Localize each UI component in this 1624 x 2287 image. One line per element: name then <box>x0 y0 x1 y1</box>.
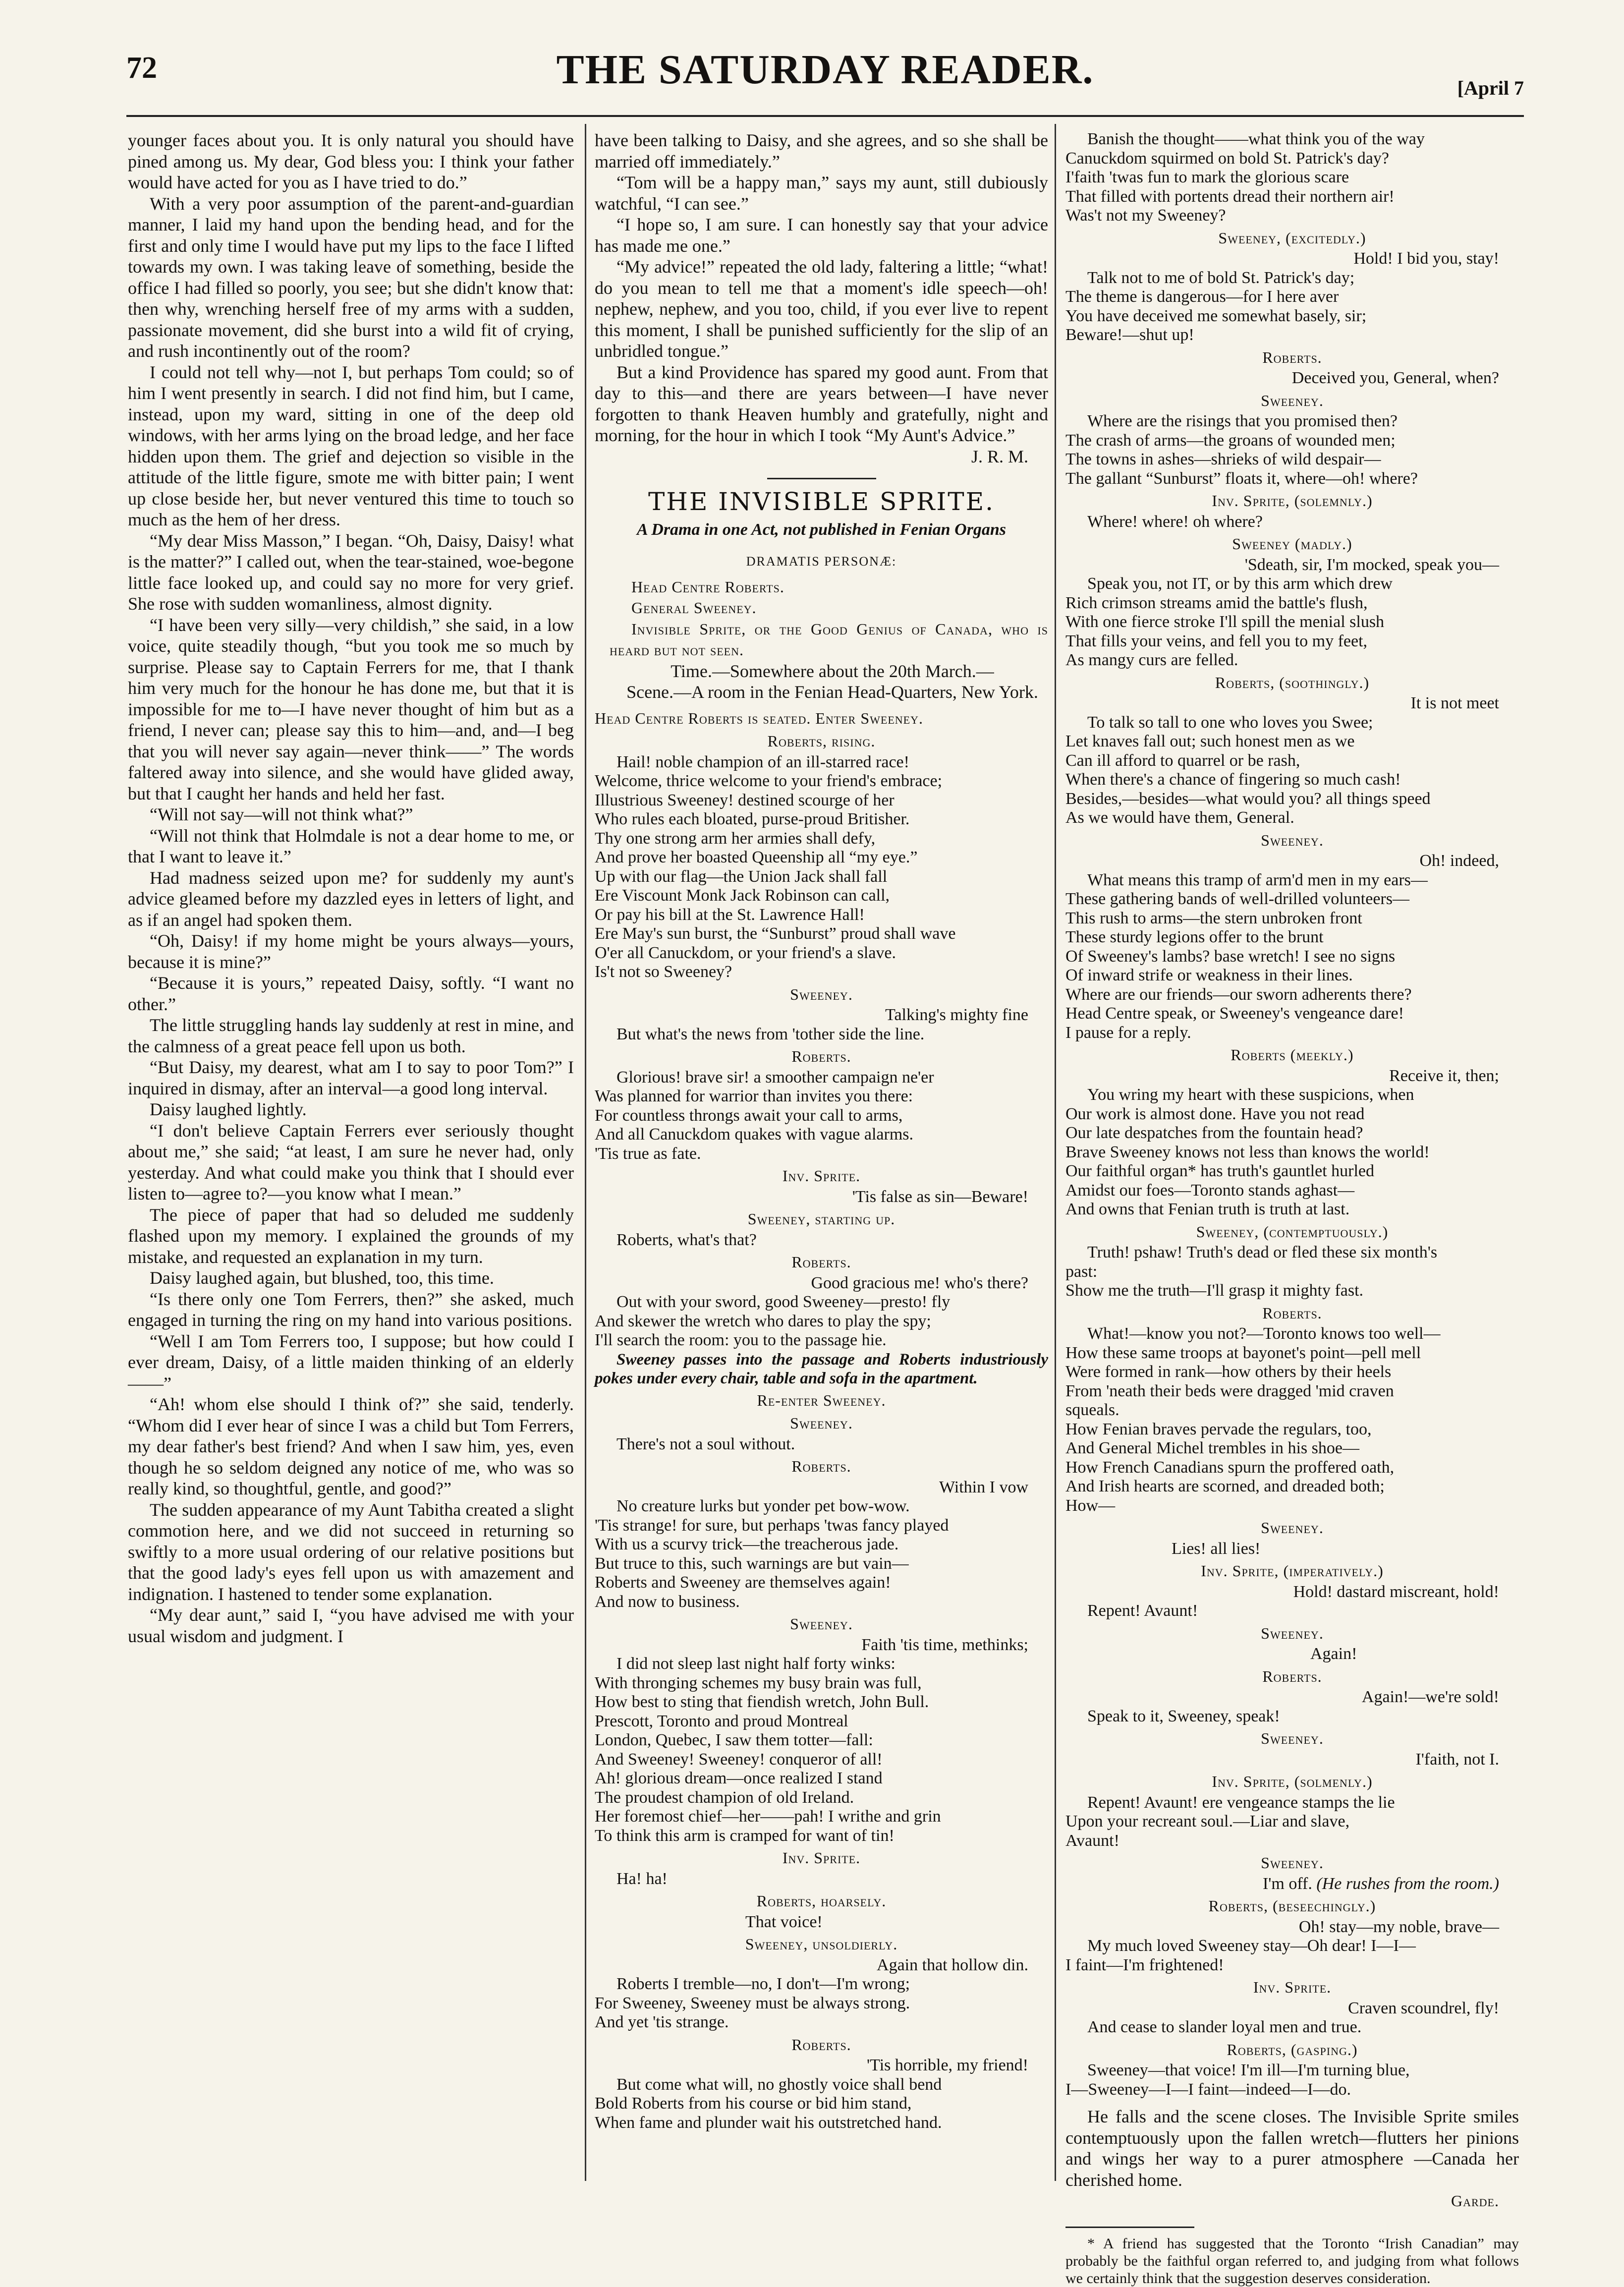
paragraph: The piece of paper that had so deluded me suddenly flashed upon my memory. I explained the grounds of my mistake, and requested an explanation in my turn. <box>128 1204 574 1267</box>
speaker-label: Sweeney, starting up. <box>747 1210 896 1228</box>
speaker-label: Sweeney. <box>1261 391 1324 409</box>
paragraph: Had madness seized upon me? for suddenly my aunt's advice gleamed before my dazzled eyes in letters of light, and as if an angel had spoken them. <box>128 867 574 930</box>
paragraph: have been talking to Daisy, and she agrees, and so she shall be married off immediately.” <box>595 130 1048 172</box>
speaker-label: Inv. Sprite, (solmenly.) <box>1212 1772 1373 1790</box>
verse-line: Speak to it, Sweeney, speak! <box>1087 1707 1280 1725</box>
speaker-label: Sweeney. <box>1261 1624 1324 1642</box>
verse-line: Oh! stay—my noble, brave— <box>1298 1917 1499 1936</box>
verse-fragment: I'm off. <box>1262 1874 1312 1893</box>
speaker-label: Roberts. <box>791 2035 851 2054</box>
speaker-label: Sweeney. <box>1261 1729 1324 1747</box>
verse-line: Again that hollow din. <box>877 1955 1028 1974</box>
verse-line: Hold! dastard miscreant, hold! <box>1293 1582 1499 1601</box>
verse-speech: Roberts I tremble—no, I don't—I'm wrong; For Sweeney, Sweeney must be always strong. And yet 'tis strange. <box>595 1975 910 2031</box>
verse-speech: Banish the thought——what think you of the way Canuckdom squirmed on bold St. Patrick's day? I'faith 'twas fun to mark the glorious scare That filled with portents dread their northern air! Was't not my Sweeney? <box>1065 130 1425 225</box>
paragraph: “Ah! whom else should I think of?” she said, tenderly. “Whom did I ever hear of since I was a child but Tom Ferrers, my dear father's best friend? And when I saw him, yes, even though he so seldom deigned any notice of me, who was so really kind, so thoughtful, gentle, and good?” <box>128 1394 574 1498</box>
verse-line: Repent! Avaunt! <box>1087 1601 1198 1620</box>
paragraph: “Because it is yours,” repeated Daisy, softly. “I want no other.” <box>128 973 574 1014</box>
verse-speech: Truth! pshaw! Truth's dead or fled these six month's past: Show me the truth—I'll grasp it mighty fast. <box>1065 1243 1438 1300</box>
speaker-label: Roberts, hoarsely. <box>756 1892 887 1910</box>
speaker-label: Re-enter Sweeney. <box>757 1391 886 1409</box>
issue-date: [April 7 <box>1457 77 1524 99</box>
column-divider <box>1055 124 1056 2181</box>
closing-stage-direction: He falls and the scene closes. The Invisible Sprite smiles contemptuously upon the fallen wretch—flutters her pinions and wings her way to a purer atmosphere —Canada her cherished home. <box>1065 2107 1519 2190</box>
stage-direction: (He rushes from the room.) <box>1316 1874 1499 1893</box>
verse-line: Where! where! oh where? <box>1087 512 1263 531</box>
paragraph: “Oh, Daisy! if my home might be yours always—yours, because it is mine?” <box>128 931 574 972</box>
speaker-label: Inv. Sprite. <box>782 1167 861 1185</box>
verse-line: There's not a soul without. <box>616 1434 795 1453</box>
poem-signature: Garde. <box>1451 2192 1499 2210</box>
verse-speech: What!—know you not?—Toronto knows too well— How these same troops at bayonet's point—pell mell Were formed in rank—how others by their heels From 'neath their beds were dragged 'mid craven squeals. How Fenian braves pervade the regulars, too, And General Michel trembles in his shoe— How French Canadians spurn the proffered oath, And Irish hearts are scorned, and dreaded both; How— <box>1065 1324 1441 1515</box>
verse-line: Hold! I bid you, stay! <box>1353 249 1499 268</box>
speaker-label: Sweeney. <box>1261 831 1324 849</box>
stage-direction: Sweeney passes into the passage and Roberts industriously pokes under every chair, table and sofa in the apartment. <box>595 1350 1048 1387</box>
paragraph: The sudden appearance of my Aunt Tabitha created a slight commotion here, and we did not succeed in returning so swiftly to a more usual ordering of our relative positions but that the good lady's eyes fell upon us with amazement and indignation. I hastened to tender some explanation. <box>128 1499 574 1604</box>
verse-line: Roberts, what's that? <box>616 1230 757 1249</box>
verse-speech: Glorious! brave sir! a smoother campaign ne'er Was planned for warrior than invites you there: For countless throngs await your call to arms, And all Canuckdom quakes with vague alarms. 'Tis true as fate. <box>595 1068 934 1163</box>
speaker-label: Roberts (meekly.) <box>1231 1046 1354 1064</box>
stage-direction: Head Centre Roberts is seated. Enter Sweeney. <box>595 709 924 727</box>
play-subtitle: A Drama in one Act, not published in Fenian Organs <box>636 520 1007 539</box>
speaker-label: Roberts. <box>791 1253 851 1271</box>
verse-line: It is not meet <box>1410 694 1499 712</box>
dramatis-personae-heading: DRAMATIS PERSONÆ: <box>746 554 897 569</box>
paragraph: “Will not think that Holmdale is not a dear home to me, or that I want to leave it.” <box>128 825 574 866</box>
paragraph: With a very poor assumption of the parent-and-guardian manner, I laid my hand upon the bending head, and for the first and only time I would have put my lips to the face I lifted towards my own. I was taking leave of something, beside the office I had filled so poorly, you see; but she didn't know that: then why, wrenching herself free of my arms with a sudden, passionate movement, did she burst into a wild fit of crying, and rush incontinently out of the room? <box>128 193 574 361</box>
verse-line: Good gracious me! who's there? <box>811 1273 1028 1292</box>
person-entry: General Sweeney. <box>631 599 757 617</box>
masthead-bar <box>126 46 1524 100</box>
verse-line: But what's the news from 'tother side the line. <box>616 1025 925 1043</box>
speaker-label: Roberts, rising. <box>767 732 876 750</box>
verse-line: Talking's mighty fine <box>885 1006 1028 1024</box>
verse-line: 'Sdeath, sir, I'm mocked, speak you— <box>1244 555 1499 574</box>
paragraph: “I hope so, I am sure. I can honestly say that your advice has made me one.” <box>595 215 1048 256</box>
paragraph: Daisy laughed again, but blushed, too, this time. <box>150 1268 494 1288</box>
speaker-label: Sweeney, unsoldierly. <box>745 1935 898 1953</box>
paragraph: “My dear Miss Masson,” I began. “Oh, Daisy, Daisy! what is the matter?” I called out, when the tear-stained, woe-begone little face looked up, and could say no more for very grief. She rose with sudden womanliness, almost dignity. <box>128 530 574 614</box>
verse-speech: You wring my heart with these suspicions, when Our work is almost done. Have you not read Our late despatches from the fountain head? Brave Sweeney knows not less than knows the world! Our faithful organ* has truth's gauntlet hurled Amidst our foes—Toronto stands aghast— And owns that Fenian truth is truth at last. <box>1065 1086 1430 1218</box>
verse-line: Ha! ha! <box>616 1869 668 1888</box>
verse-speech: Hail! noble champion of an ill-starred race! Welcome, thrice welcome to your friend's embrace; Illustrious Sweeney! destined scourge of her Who rules each bloated, purse-proud Britisher. Thy one strong arm her armies shall defy, And prove her boasted Queenship all “my eye.” Up with our flag—the Union Jack shall fall Ere Viscount Monk Jack Robinson can call, Or pay his bill at the St. Lawrence Hall! Ere May's sun burst, the “Sunburst” proud shall wave O'er all Canuckdom, or your friend's a slave. Is't not so Sweeney? <box>595 752 956 981</box>
speaker-label: Inv. Sprite. <box>1253 1978 1332 1996</box>
section-rule <box>767 478 876 479</box>
speaker-label: Roberts, (gasping.) <box>1227 2040 1358 2058</box>
verse-line: Oh! indeed, <box>1419 852 1499 870</box>
speaker-label: Sweeney. <box>790 1414 853 1432</box>
column-3 <box>1065 130 1519 2287</box>
time-line: Time.—Somewhere about the 20th March.— <box>671 661 994 681</box>
person-entry: Invisible Sprite, or the Good Genius of Canada, who is heard but not seen. <box>610 620 1048 659</box>
speaker-label: Roberts. <box>791 1457 851 1475</box>
verse-line: Receive it, then; <box>1389 1066 1499 1085</box>
verse-line: Craven scoundrel, fly! <box>1348 1999 1499 2017</box>
header-rule <box>126 115 1524 117</box>
verse-line <box>1065 1875 1519 1894</box>
page-number: 72 <box>126 51 157 85</box>
column-divider <box>585 124 586 2181</box>
speaker-label: Roberts. <box>1262 1304 1322 1322</box>
speaker-label: Inv. Sprite, (imperatively.) <box>1201 1562 1384 1580</box>
verse-speech: Out with your sword, good Sweeney—presto! fly And skewer the wretch who dares to play the spy; I'll search the room: you to the passage hie. <box>595 1293 951 1349</box>
paragraph: “Tom will be a happy man,” says my aunt, still dubiously watchful, “I can see.” <box>595 172 1048 214</box>
verse-line: Faith 'tis time, methinks; <box>861 1635 1028 1654</box>
verse-line: Deceived you, General, when? <box>1291 369 1499 387</box>
paragraph: “But Daisy, my dearest, what am I to say to poor Tom?” I inquired in dismay, after an interval—a good long interval. <box>128 1057 574 1098</box>
speaker-label: Sweeney. <box>1261 1519 1324 1537</box>
verse-speech: Sweeney—that voice! I'm ill—I'm turning blue, I—Sweeney—I—I faint—indeed—I—do. <box>1065 2061 1410 2099</box>
publication-title: THE SATURDAY READER. <box>556 47 1094 93</box>
verse-speech: Talk not to me of bold St. Patrick's day; The theme is dangerous—for I here aver You have deceived me somewhat basely, sir; Beware!—shut up! <box>1065 268 1367 344</box>
story-signature: J. R. M. <box>971 446 1028 466</box>
paragraph: But a kind Providence has spared my good aunt. From that day to this—and there are years between—I have never forgotten to thank Heaven humbly and gratefully, night and morning, for the hour in which I took “My Aunt's Advice.” <box>595 362 1048 445</box>
speaker-label: Sweeney. <box>790 985 853 1003</box>
paragraph: “My advice!” repeated the old lady, faltering a little; “what! do you mean to tell me that a moment's idle speech—oh! nephew, nephew, and you too, child, if you ever live to repent this moment, I shall be punished sufficiently for the slip of an unbridled tongue.” <box>595 257 1048 361</box>
speaker-label: Roberts. <box>1262 1667 1322 1685</box>
play-title: THE INVISIBLE SPRITE. <box>648 487 995 516</box>
footnote: * A friend has suggested that the Toronto “Irish Canadian” may probably be the faithful organ referred to, and judging from what follows we certainly think that the suggestion deserves consideration. <box>1065 2235 1519 2287</box>
speaker-label: Sweeney, (contemptuously.) <box>1196 1222 1389 1241</box>
speaker-label: Sweeney, (excitedly.) <box>1218 229 1366 247</box>
scene-line: Scene.—A room in the Fenian Head-Quarters, New York. <box>626 682 1038 702</box>
verse-speech: Speak you, not IT, or by this arm which drew Rich crimson streams amid the battle's flush, With one fierce stroke I'll spill the menial slush That fills your veins, and fell you to my feet, As mangy curs are felled. <box>1065 574 1393 669</box>
verse-speech: But come what will, no ghostly voice shall bend Bold Roberts from his course or bid him stand, When fame and plunder wait his outstretched hand. <box>595 2075 942 2132</box>
speaker-label: Sweeney. <box>790 1615 853 1633</box>
verse-line: Again!—we're sold! <box>1361 1688 1499 1706</box>
footnote-rule <box>1065 2227 1194 2228</box>
verse-speech: What means this tramp of arm'd men in my ears— These gathering bands of well-drilled volunteers— This rush to arms—the stern unbroken front These sturdy legions offer to the brunt Of Sweeney's lambs? base wretch! I see no signs Of inward strife or weakness in their lines. Where are our friends—our sworn adherents there? Head Centre speak, or Sweeney's vengeance dare! I pause for a reply. <box>1065 870 1428 1042</box>
verse-line: Within I vow <box>939 1478 1028 1496</box>
person-entry: Head Centre Roberts. <box>631 577 784 596</box>
verse-line: Again! <box>1310 1645 1357 1663</box>
paragraph: “Will not say—will not think what?” <box>150 804 413 824</box>
paragraph: The little struggling hands lay suddenly at rest in mine, and the calmness of a great peace fell upon us both. <box>128 1015 574 1056</box>
speaker-label: Roberts. <box>1262 348 1322 366</box>
paragraph: Daisy laughed lightly. <box>150 1099 307 1119</box>
paragraph: “My dear aunt,” said I, “you have advised me with your usual wisdom and judgment. I <box>128 1605 574 1646</box>
speaker-label: Roberts, (beseechingly.) <box>1208 1897 1376 1915</box>
column-2 <box>595 130 1048 2132</box>
speaker-label: Sweeney (madly.) <box>1232 535 1352 553</box>
verse-line: 'Tis horrible, my friend! <box>867 2056 1028 2074</box>
verse-line: And cease to slander loyal men and true. <box>1087 2018 1362 2036</box>
verse-line: That voice! <box>745 1912 823 1931</box>
paragraph: I could not tell why—not I, but perhaps Tom could; so of him I went presently in search. I did not find him, but I came, instead, upon my ward, sitting in one of the deep old windows, with her arms lying on the broad ledge, and her face hidden upon them. The grief and dejection so visible in the attitude of the little figure, smote me with bitter pain; I went up close beside her, but never ventured this time to touch so much as the hem of her dress. <box>128 362 574 529</box>
speaker-label: Sweeney. <box>1261 1854 1324 1872</box>
paragraph: “I don't believe Captain Ferrers ever seriously thought about me,” she said; “at least, I am sure he never had, only yesterday. And what could make you think that I should ever listen to—agree to?—you know what I mean.” <box>128 1120 574 1203</box>
verse-line: I'faith, not I. <box>1415 1750 1499 1769</box>
verse-speech: I did not sleep last night half forty winks: With thronging schemes my busy brain was full, How best to sting that fiendish wretch, John Bull. Prescott, Toronto and proud Montreal London, Quebec, I saw them totter—fall: And Sweeney! Sweeney! conqueror of all! Ah! glorious dream—once realized I stand The proudest champion of old Ireland. Her foremost chief—her——pah! I writhe and grin To think this arm is cramped for want of tin! <box>595 1655 941 1845</box>
speaker-label: Inv. Sprite, (solemnly.) <box>1212 492 1373 510</box>
verse-speech: Where are the risings that you promised then? The crash of arms—the groans of wounded men; The towns in ashes—shrieks of wild despair— The gallant “Sunburst” floats it, where—oh! where? <box>1065 412 1418 488</box>
verse-speech: To talk so tall to one who loves you Swee; Let knaves fall out; such honest men as we Can ill afford to quarrel or be rash, When there's a chance of fingering so much cash! Besides,—besides—what would you? all things speed As we would have them, General. <box>1065 713 1431 827</box>
paragraph: “Is there only one Tom Ferrers, then?” she asked, much engaged in turning the ring on my hand into various positions. <box>128 1289 574 1330</box>
paragraph: “Well I am Tom Ferrers too, I suppose; but how could I ever dream, Daisy, of a little maiden thinking of an elderly——” <box>128 1331 574 1393</box>
speaker-label: Roberts. <box>791 1047 851 1065</box>
verse-speech: No creature lurks but yonder pet bow-wow. 'Tis strange! for sure, but perhaps 'twas fancy played With us a scurvy trick—the treacherous jade. But truce to this, such warnings are but vain— Roberts and Sweeney are themselves again! And now to business. <box>595 1497 949 1611</box>
speaker-label: Roberts, (soothingly.) <box>1215 673 1370 691</box>
paragraph: “I have been very silly—very childish,” she said, in a low voice, quite steadily though, “but you took me so much by surprise. Please say to Captain Ferrers for me, that I thank him very much for the honour he has done me, but that it is impossible for me to—I have never thought of him but as a friend, I never can; please say this to him—and, and—I beg that you will never say again—never think——” The words faltered away into silence, and she would have glided away, but that I caught her hands and held her fast. <box>128 615 574 803</box>
paragraph: younger faces about you. It is only natural you should have pined among us. My dear, God bless you: I think your father would have acted for you as I have tried to do.” <box>128 130 574 192</box>
verse-line: 'Tis false as sin—Beware! <box>852 1187 1028 1206</box>
verse-line: Lies! all lies! <box>1172 1539 1261 1558</box>
verse-speech: Repent! Avaunt! ere vengeance stamps the lie Upon your recreant soul.—Liar and slave, Avaunt! <box>1065 1793 1395 1850</box>
verse-speech: My much loved Sweeney stay—Oh dear! I—I— I faint—I'm frightened! <box>1065 1937 1416 1974</box>
column-1 <box>128 130 574 1647</box>
speaker-label: Inv. Sprite. <box>782 1849 861 1867</box>
